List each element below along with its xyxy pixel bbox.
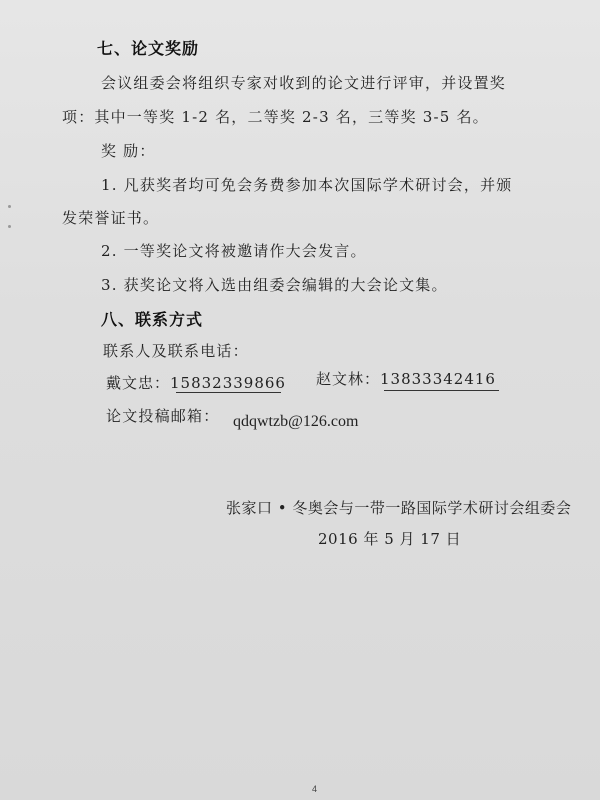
- contacts-label: 联系人及联系电话：: [103, 342, 249, 360]
- email-address: qdqwtzb@126.com: [233, 413, 359, 430]
- award-item-1-line-1: 1. 凡获奖者均可免会务费参加本次国际学术研讨会，并颁: [101, 176, 513, 194]
- section-8-heading: 八、联系方式: [101, 310, 204, 329]
- binding-hole-mark: [8, 225, 11, 228]
- award-item-2: 2. 一等奖论文将被邀请作大会发言。: [101, 242, 367, 260]
- signature-date: 2016 年 5 月 17 日: [318, 530, 462, 548]
- binding-hole-mark: [8, 205, 11, 208]
- award-item-3: 3. 获奖论文将入选由组委会编辑的大会论文集。: [101, 276, 448, 294]
- section-7-intro-line-1: 会议组委会将组织专家对收到的论文进行评审，并设置奖: [101, 74, 507, 92]
- email-label: 论文投稿邮箱：: [106, 407, 220, 425]
- contact-2: 赵文林：13833342416: [316, 370, 496, 388]
- contact-2-underline: [384, 390, 499, 391]
- section-7-intro-line-2: 项：其中一等奖 1-2 名，二等奖 2-3 名，三等奖 3-5 名。: [62, 108, 489, 126]
- award-item-1-line-2: 发荣誉证书。: [62, 209, 160, 227]
- page-number: 4: [312, 784, 318, 794]
- contact-1-underline: [176, 392, 281, 393]
- contact-1: 戴文忠：15832339866: [106, 374, 286, 392]
- awards-label: 奖 励：: [101, 142, 156, 160]
- organizer-signature: 张家口 • 冬奥会与一带一路国际学术研讨会组委会: [226, 499, 572, 517]
- section-7-heading: 七、论文奖励: [97, 39, 200, 58]
